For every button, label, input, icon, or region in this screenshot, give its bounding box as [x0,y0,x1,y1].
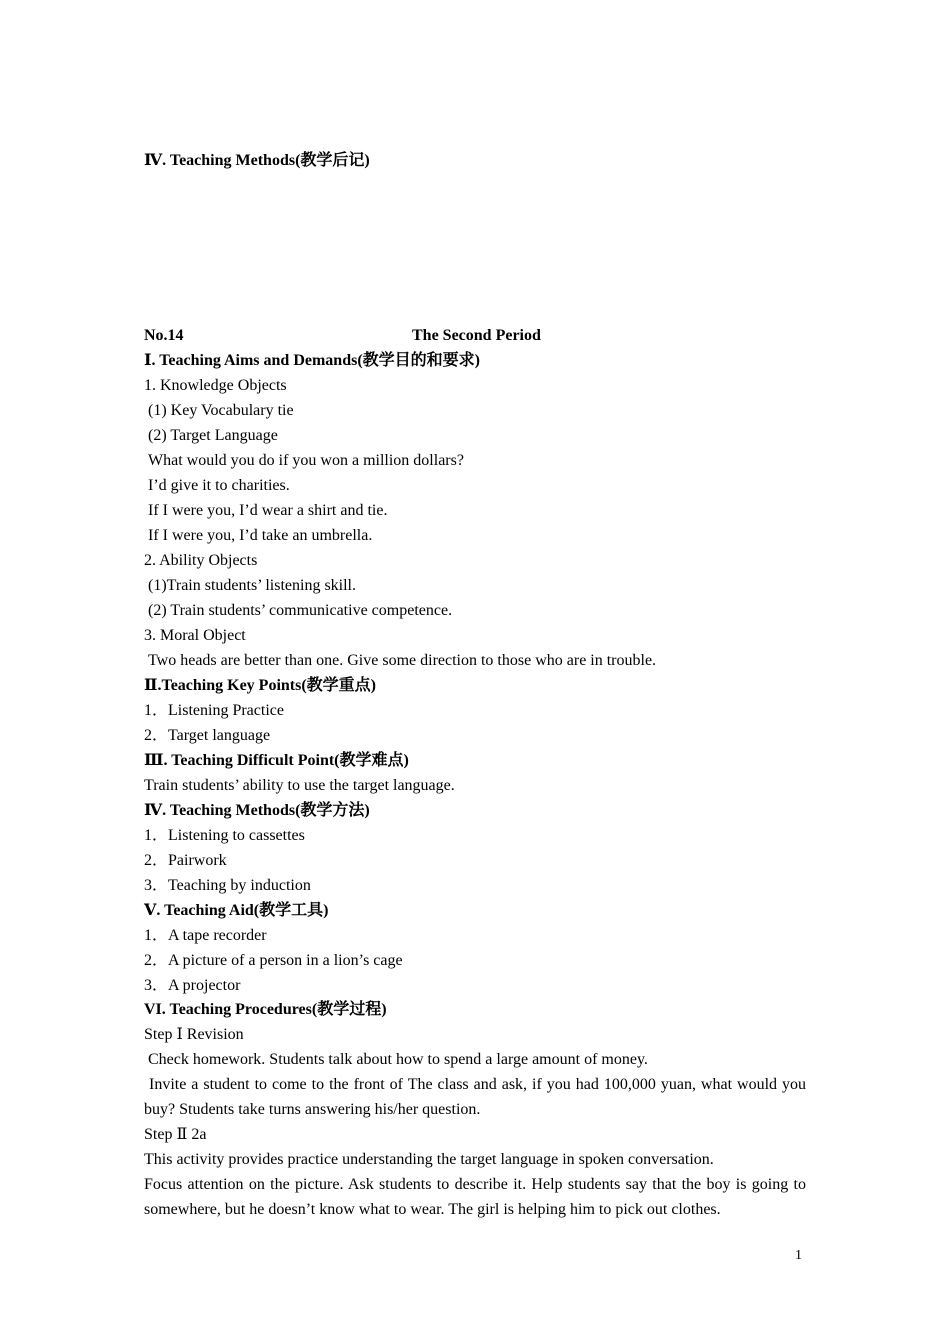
section-heading-aid: Ⅴ. Teaching Aid(教学工具) [144,902,329,919]
list-item: 3．Teaching by induction [144,877,311,894]
section-heading-key-points: Ⅱ.Teaching Key Points(教学重点) [144,677,377,694]
step-heading: Step Ⅰ Revision [144,1026,244,1043]
ability-objects: 2. Ability Objects [144,552,258,569]
list-item: 1．Listening Practice [144,702,284,719]
ability-item: (1)Train students’ listening skill. [148,577,356,594]
paragraph: This activity provides practice understanding the target language in spoken conversation. [144,1151,714,1168]
period-number: No.14 [144,327,184,344]
paragraph: Invite a student to come to the front of The class and ask, if you had 100,000 yuan, what would you buy? Students take turns answering his/her question. [144,1076,806,1118]
paragraph: Check homework. Students talk about how to spend a large amount of money. [148,1051,648,1068]
moral-object: 3. Moral Object [144,627,246,644]
list-item: 3．A projector [144,977,241,994]
period-header [144,323,806,348]
target-sentence: What would you do if you won a million dollars? [148,452,464,469]
step-heading: Step Ⅱ 2a [144,1126,207,1143]
moral-text: Two heads are better than one. Give some direction to those who are in trouble. [148,652,657,669]
list-item: 2．Target language [144,727,271,744]
target-sentence: I’d give it to charities. [148,477,290,494]
list-item: 2．Pairwork [144,852,227,869]
list-item: 1．Listening to cassettes [144,827,305,844]
target-language: (2) Target Language [148,427,278,444]
knowledge-objects: 1. Knowledge Objects [144,377,287,394]
key-vocabulary: (1) Key Vocabulary tie [148,402,294,419]
list-item: 1．A tape recorder [144,927,267,944]
section-heading-methods: Ⅳ. Teaching Methods(教学方法) [144,802,370,819]
ability-item: (2) Train students’ communicative competence. [148,602,453,619]
period-title: The Second Period [412,327,541,344]
section-heading-difficult: Ⅲ. Teaching Difficult Point(教学难点) [144,752,409,769]
section-heading-aims: Ⅰ. Teaching Aims and Demands(教学目的和要求) [144,352,480,369]
paragraph: Focus attention on the picture. Ask students to describe it. Help students say that the boy is going to somewhere, but he doesn’t know what to wear. The girl is helping him to pick out clothes. [144,1176,806,1218]
section-heading-procedures: VI. Teaching Procedures(教学过程) [144,1001,387,1018]
difficult-text: Train students’ ability to use the target language. [144,777,455,794]
target-sentence: If I were you, I’d take an umbrella. [148,527,373,544]
page-number: 1 [795,1248,802,1263]
target-sentence: If I were you, I’d wear a shirt and tie. [148,502,388,519]
list-item: 2．A picture of a person in a lion’s cage [144,952,403,969]
section-heading-methods-notes: Ⅳ. Teaching Methods(教学后记) [144,152,370,169]
